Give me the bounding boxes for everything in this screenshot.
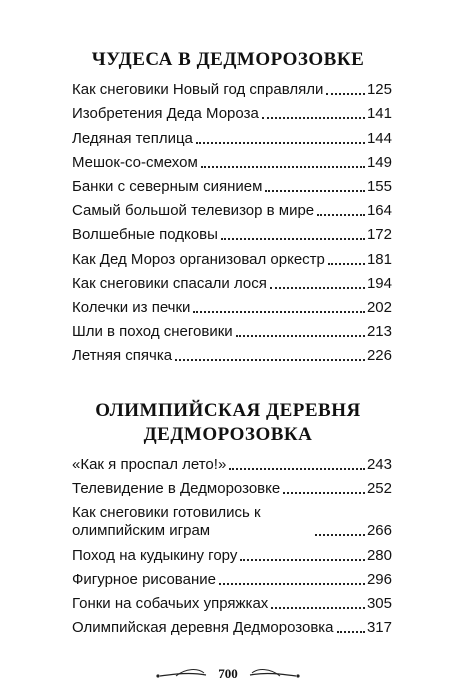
toc-entry[interactable] [72,220,392,244]
dot-leader [271,607,365,609]
toc-entry[interactable] [72,474,392,498]
toc-entry[interactable] [72,498,392,540]
entry-page: 172 [366,226,392,244]
dot-leader [337,631,365,633]
entry-page: 202 [366,298,392,316]
entry-page: 144 [366,129,392,147]
dot-leader [193,311,365,313]
entry-title: Олимпийская деревня Дедморозовка [72,619,334,637]
dot-leader [201,166,365,168]
entry-title: Колечки из печки [72,298,191,316]
toc-entry[interactable] [72,540,392,564]
toc-entry[interactable] [72,244,392,268]
entry-title: Летняя спячка [72,347,173,365]
toc-entry[interactable] [72,196,392,220]
dot-leader [236,335,365,337]
toc-entry[interactable] [72,99,392,123]
page-number: 700 [218,666,238,681]
entry-page: 181 [366,250,392,268]
entry-title: Изобретения Деда Мороза [72,105,259,123]
toc-entry[interactable] [72,123,392,147]
entry-page: 280 [366,546,392,564]
entry-page: 243 [366,456,392,474]
page-footer [0,664,456,684]
dot-leader [326,93,365,95]
entry-title: Как снеговики готовились к олимпийским играм [72,504,261,540]
dot-leader [283,492,365,494]
dot-leader [221,238,365,240]
dot-leader [270,287,365,289]
entry-page: 194 [366,274,392,292]
dot-leader [265,190,365,192]
entry-page: 164 [366,202,392,220]
entry-page: 317 [366,619,392,637]
section-title-line: ЧУДЕСА В ДЕДМОРОЗОВКЕ [91,49,365,70]
toc-entry[interactable] [72,75,392,99]
dot-leader [262,117,365,119]
toc-entry[interactable] [72,148,392,172]
entry-page: 125 [366,81,392,99]
entry-title: Ледяная теплица [72,129,193,147]
dot-leader [196,142,365,144]
entry-page: 213 [366,323,392,341]
entry-page: 252 [366,480,392,498]
toc-entry[interactable] [72,172,392,196]
toc-entry[interactable] [72,589,392,613]
entry-title: «Как я проспал лето!» [72,456,227,474]
entry-title: Поход на кудыкину гору [72,546,238,564]
entry-title: Шли в поход снеговики [72,323,233,341]
dot-leader [229,468,365,470]
toc-entry[interactable] [72,613,392,637]
toc-entry[interactable] [72,341,392,365]
entry-page: 226 [366,347,392,365]
entry-page: 141 [366,105,392,123]
section-title-line: ДЕДМОРОЗОВКА [143,424,313,445]
section-title-2 [0,399,456,447]
section-title-1 [0,48,456,72]
dot-leader [315,534,365,536]
toc-entry[interactable] [72,293,392,317]
entry-page: 149 [366,153,392,171]
entry-title: Как снеговики спасали лося [72,274,267,292]
entry-title: Как снеговики Новый год справляли [72,81,324,99]
entry-page: 305 [366,594,392,612]
toc-section-2 [72,450,392,637]
toc-entry[interactable] [72,269,392,293]
entry-page: 296 [366,570,392,588]
dot-leader [175,359,365,361]
entry-title: Мешок-со-смехом [72,153,198,171]
entry-page: 155 [366,177,392,195]
dot-leader [219,583,365,585]
entry-title: Фигурное рисование [72,570,216,588]
entry-title: Гонки на собачьих упряжках [72,594,269,612]
toc-section-1 [72,75,392,365]
toc-entry[interactable] [72,450,392,474]
entry-title: Как Дед Мороз организовал оркестр [72,250,325,268]
entry-title: Банки с северным сиянием [72,177,263,195]
toc-entry[interactable] [72,565,392,589]
entry-title: Волшебные подковы [72,226,218,244]
toc-entry[interactable] [72,317,392,341]
dot-leader [240,559,365,561]
section-title-line: ОЛИМПИЙСКАЯ ДЕРЕВНЯ [95,400,361,421]
entry-title: Самый большой телевизор в мире [72,202,315,220]
entry-page: 266 [366,522,392,540]
dot-leader [328,263,365,265]
entry-title: Телевидение в Дедморозовке [72,480,281,498]
dot-leader [317,214,365,216]
